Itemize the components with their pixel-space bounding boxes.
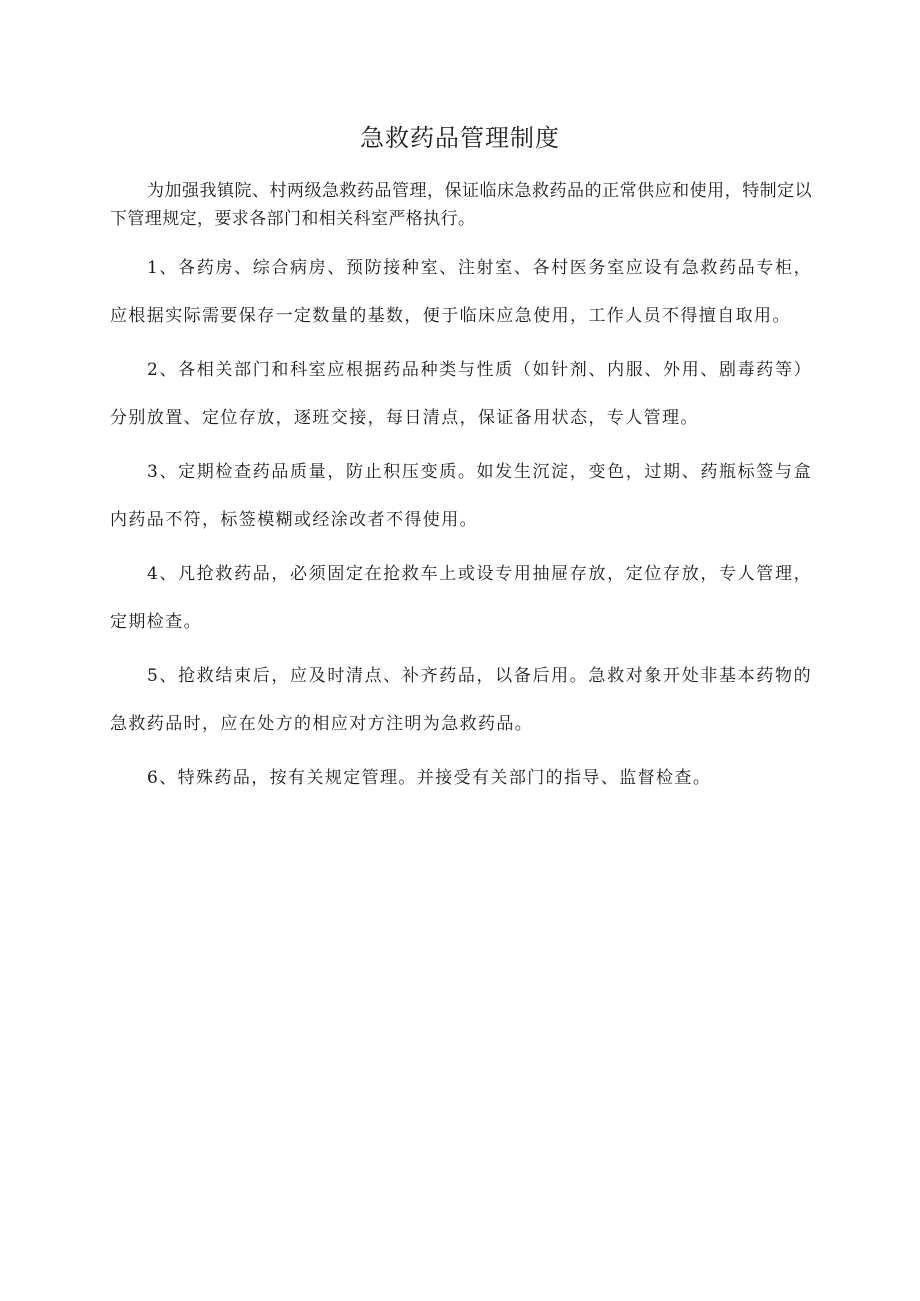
document-title: 急救药品管理制度 xyxy=(360,124,560,152)
clause-2: 2、各相关部门和科室应根据药品种类与性质（如针剂、内服、外用、剧毒药等）分别放置、定位存放，逐班交接，每日清点，保证备用状态，专人管理。 xyxy=(110,360,812,428)
clause-5: 5、抢救结束后，应及时清点、补齐药品，以备后用。急救对象开处非基本药物的急救药品时，应在处方的相应对方注明为急救药品。 xyxy=(110,666,812,734)
clause-1: 1、各药房、综合病房、预防接种室、注射室、各村医务室应设有急救药品专柜，应根据实际需要保存一定数量的基数，便于临床应急使用，工作人员不得擅自取用。 xyxy=(110,258,812,326)
clause-4: 4、凡抢救药品，必须固定在抢救车上或设专用抽屉存放，定位存放，专人管理，定期检查。 xyxy=(110,564,812,632)
intro-paragraph: 为加强我镇院、村两级急救药品管理，保证临床急救药品的正常供应和使用，特制定以下管理规定，要求各部门和相关科室严格执行。 xyxy=(110,181,812,229)
clause-3: 3、定期检查药品质量，防止积压变质。如发生沉淀，变色，过期、药瓶标签与盒内药品不符，标签模糊或经涂改者不得使用。 xyxy=(110,462,812,530)
clause-6: 6、特殊药品，按有关规定管理。并接受有关部门的指导、监督检查。 xyxy=(147,768,712,788)
clause-list xyxy=(110,244,812,808)
